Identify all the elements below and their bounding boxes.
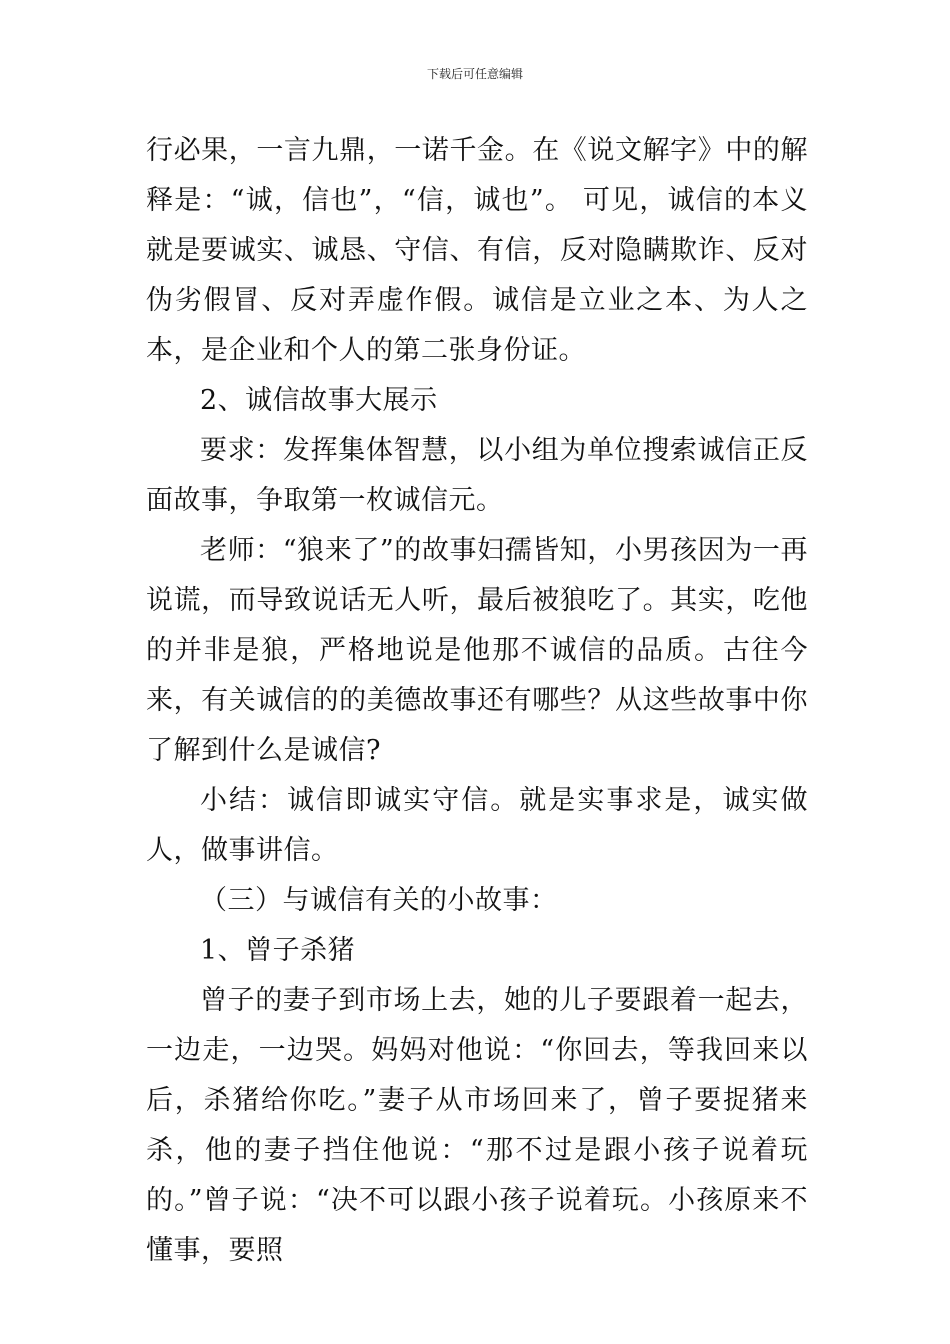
story-title-zengzi: 1、曾子杀猪 bbox=[200, 935, 356, 966]
page-header: 下载后可任意编辑 bbox=[426, 67, 523, 81]
section-heading-short-stories: （三）与诚信有关的小故事： bbox=[200, 885, 558, 916]
paragraph-summary: 小结：诚信即诚实守信。就是实事求是，诚实做人，做事讲信。 bbox=[146, 785, 808, 866]
paragraph-requirement: 要求：发挥集体智慧，以小组为单位搜索诚信正反面故事，争取第一枚诚信元。 bbox=[146, 435, 808, 516]
paragraph-teacher: 老师：“狼来了”的故事妇孺皆知，小男孩因为一再说谎，而导致说话无人听，最后被狼吃了。其实，吃他的并非是狼，严格地说是他那不诚信的品质。古往今来，有关诚信的的美德故事还有哪些？从这些故事中你了解到什么是诚信? bbox=[146, 535, 808, 766]
section-heading-honesty-stories: 2、诚信故事大展示 bbox=[200, 385, 438, 416]
paragraph-zengzi-story: 曾子的妻子到市场上去，她的儿子要跟着一起去，一边走，一边哭。妈妈对他说：“你回去，等我回来以后，杀猪给你吃。”妻子从市场回来了，曾子要捉猪来杀，他的妻子挡住他说：“那不过是跟小孩子说着玩的。”曾子说：“决不可以跟小孩子说着玩。小孩原来不懂事，要照 bbox=[146, 985, 808, 1266]
paragraph-honesty-definition: 行必果，一言九鼎，一诺千金。在《说文解字》中的解释是：“诚，信也”，“信，诚也”。 可见，诚信的本义就是要诚实、诚恳、守信、有信，反对隐瞒欺诈、反对伪劣假冒、反对弄虚作假。诚信是立业之本、为人之本，是企业和个人的第二张身份证。 bbox=[146, 135, 808, 366]
document-body bbox=[146, 126, 808, 1276]
